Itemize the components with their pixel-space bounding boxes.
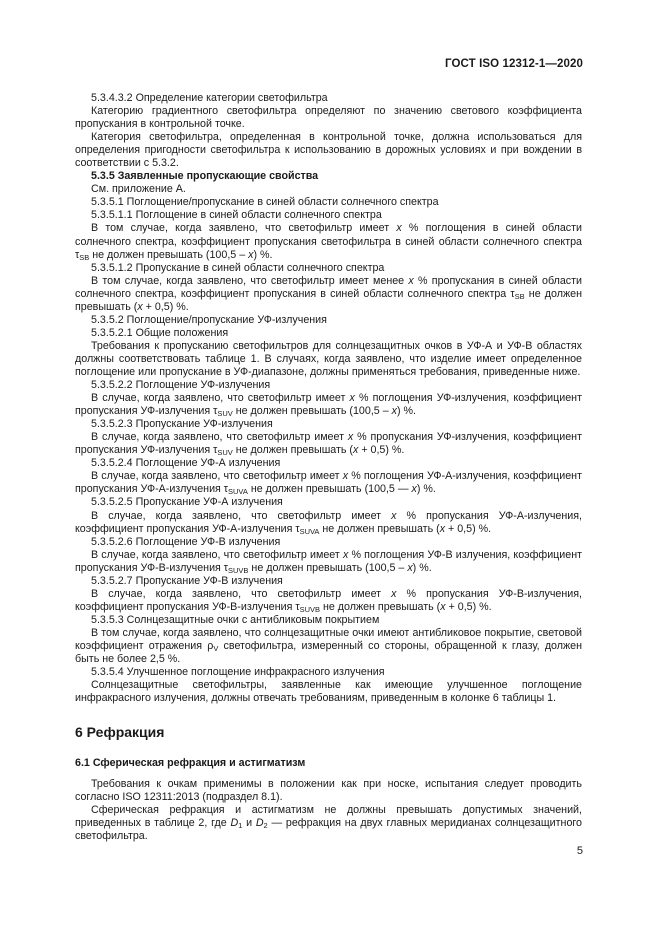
- body-paragraph: В том случае, когда заявлено, что светофильтр имеет менее x % пропускания в синей области солнечного спектра, коэффициент пропускания в синей области солнечного спектра $\tau_{SB}$ не должен превышать (x + 0,5) %.: [75, 274, 582, 313]
- body-paragraph: Категория светофильтра, определенная в контрольной точке, должна использоваться для определения пригодности светофильтра к использованию в дорожных условиях и при вождении в соответствии с 5.3.2.: [75, 131, 582, 170]
- section-6-1-heading: 6.1 Сферическая рефракция и астигматизм: [75, 757, 306, 770]
- body-paragraph: 5.3.5.2.7 Пропускание УФ-В излучения: [91, 574, 283, 587]
- section-6-paragraph: Сферическая рефракция и астигматизм не должны превышать допустимых значений, приведенных в таблице 2, где $D_1$ и $D_2$ — рефракция на двух главных меридианах солнцезащитного светофильтра.: [75, 804, 582, 843]
- section-5-3-text: [75, 92, 582, 705]
- body-paragraph: 5.3.5 Заявленные пропускающие свойства: [91, 170, 319, 183]
- body-paragraph: 5.3.5.4 Улучшенное поглощение инфракрасного излучения: [91, 666, 385, 679]
- body-paragraph: 5.3.5.2.3 Пропускание УФ-излучения: [91, 418, 273, 431]
- body-paragraph: 5.3.5.2.2 Поглощение УФ-излучения: [91, 379, 271, 392]
- body-paragraph: 5.3.4.3.2 Определение категории светофильтра: [91, 92, 328, 104]
- body-paragraph: 5.3.5.2.1 Общие положения: [91, 326, 229, 339]
- section-6-1-text: [75, 778, 582, 843]
- section-6-heading: 6 Рефракция: [75, 724, 165, 741]
- body-paragraph: В том случае, когда заявлено, что светофильтр имеет x % поглощения в синей области солнечного спектра, коэффициент пропускания светофильтра в синей области солнечного спектра $\tau_{SB}$ не должен превышать (100,5 – x) %.: [75, 222, 582, 262]
- body-paragraph: В случае, когда заявлено, что светофильтр имеет x % пропускания УФ-излучения, коэффициент пропускания УФ-излучения $\tau_{SUV}$ не должен превышать (x + 0,5) %.: [75, 431, 582, 458]
- body-paragraph: Требования к пропусканию светофильтров для солнцезащитных очков в УФ-А и УФ-В областях должны соответствовать таблице 1. В случаях, когда заявлено, что изделие имеет определенное поглощение или пропускание в УФ-диапазоне, должны применяться требования, приведенные ниже.: [75, 339, 582, 378]
- body-paragraph: В случае, когда заявлено, что светофильтр имеет x % поглощения УФ-А-излучения, коэффициент пропускания УФ-А-излучения $\tau_{SUVA}$ не должен превышать (100,5 — x) %.: [75, 470, 582, 497]
- body-paragraph: В случае, когда заявлено, что светофильтр имеет x % пропускания УФ-В-излучения, коэффициент пропускания УФ-В-излучения $\tau_{SUVB}$ не должен превышать (x + 0,5) %.: [75, 587, 582, 614]
- body-paragraph: В том случае, когда заявлено, что солнцезащитные очки имеют антибликовое покрытие, световой коэффициент отражения $\rho_V$ светофильтра, измеренный со стороны, обращенной к глазу, должен быть не более 2,5 %.: [75, 626, 582, 666]
- document-body: [75, 92, 582, 843]
- body-paragraph: 5.3.5.3 Солнцезащитные очки с антибликовым покрытием: [91, 613, 380, 626]
- body-paragraph: 5.3.5.2.5 Пропускание УФ-А излучения: [91, 496, 283, 509]
- body-paragraph: В случае, когда заявлено, что светофильтр имеет x % поглощения УФ-излучения, коэффициент пропускания УФ-излучения $\tau_{SUV}$ не должен превышать (100,5 – x) %.: [75, 392, 582, 419]
- body-paragraph: Солнцезащитные светофильтры, заявленные как имеющие улучшенное поглощение инфракрасного излучения, должны отвечать требованиям, приведенным в колонке 6 таблицы 1.: [75, 679, 582, 705]
- document-header: ГОСТ ISO 12312-1—2020: [445, 58, 583, 70]
- body-paragraph: В случае, когда заявлено, что светофильтр имеет x % пропускания УФ-А-излучения, коэффициент пропускания УФ-А-излучения $\tau_{SUVA}$ не должен превышать (x + 0,5) %.: [75, 509, 582, 536]
- body-paragraph: 5.3.5.1 Поглощение/пропускание в синей области солнечного спектра: [91, 196, 439, 209]
- body-paragraph: 5.3.5.1.2 Пропускание в синей области солнечного спектра: [91, 261, 385, 274]
- body-paragraph: См. приложение А.: [91, 183, 186, 196]
- body-paragraph: 5.3.5.2 Поглощение/пропускание УФ-излучения: [91, 313, 327, 326]
- body-paragraph: В случае, когда заявлено, что светофильтр имеет x % поглощения УФ-В излучения, коэффициент пропускания УФ-В-излучения $\tau_{SUVB}$ не должен превышать (100,5 – x) %.: [75, 548, 582, 575]
- section-6-paragraph: Требования к очкам применимы в положении как при носке, испытания следует проводить согласно ISO 12311:2013 (подраздел 8.1).: [75, 778, 582, 804]
- body-paragraph: 5.3.5.2.6 Поглощение УФ-В излучения: [91, 535, 281, 548]
- page-number: 5: [576, 845, 583, 857]
- body-paragraph: 5.3.5.2.4 Поглощение УФ-А излучения: [91, 457, 281, 470]
- body-paragraph: 5.3.5.1.1 Поглощение в синей области солнечного спектра: [91, 209, 382, 222]
- body-paragraph: Категорию градиентного светофильтра определяют по значению светового коэффициента пропускания в контрольной точке.: [75, 105, 582, 131]
